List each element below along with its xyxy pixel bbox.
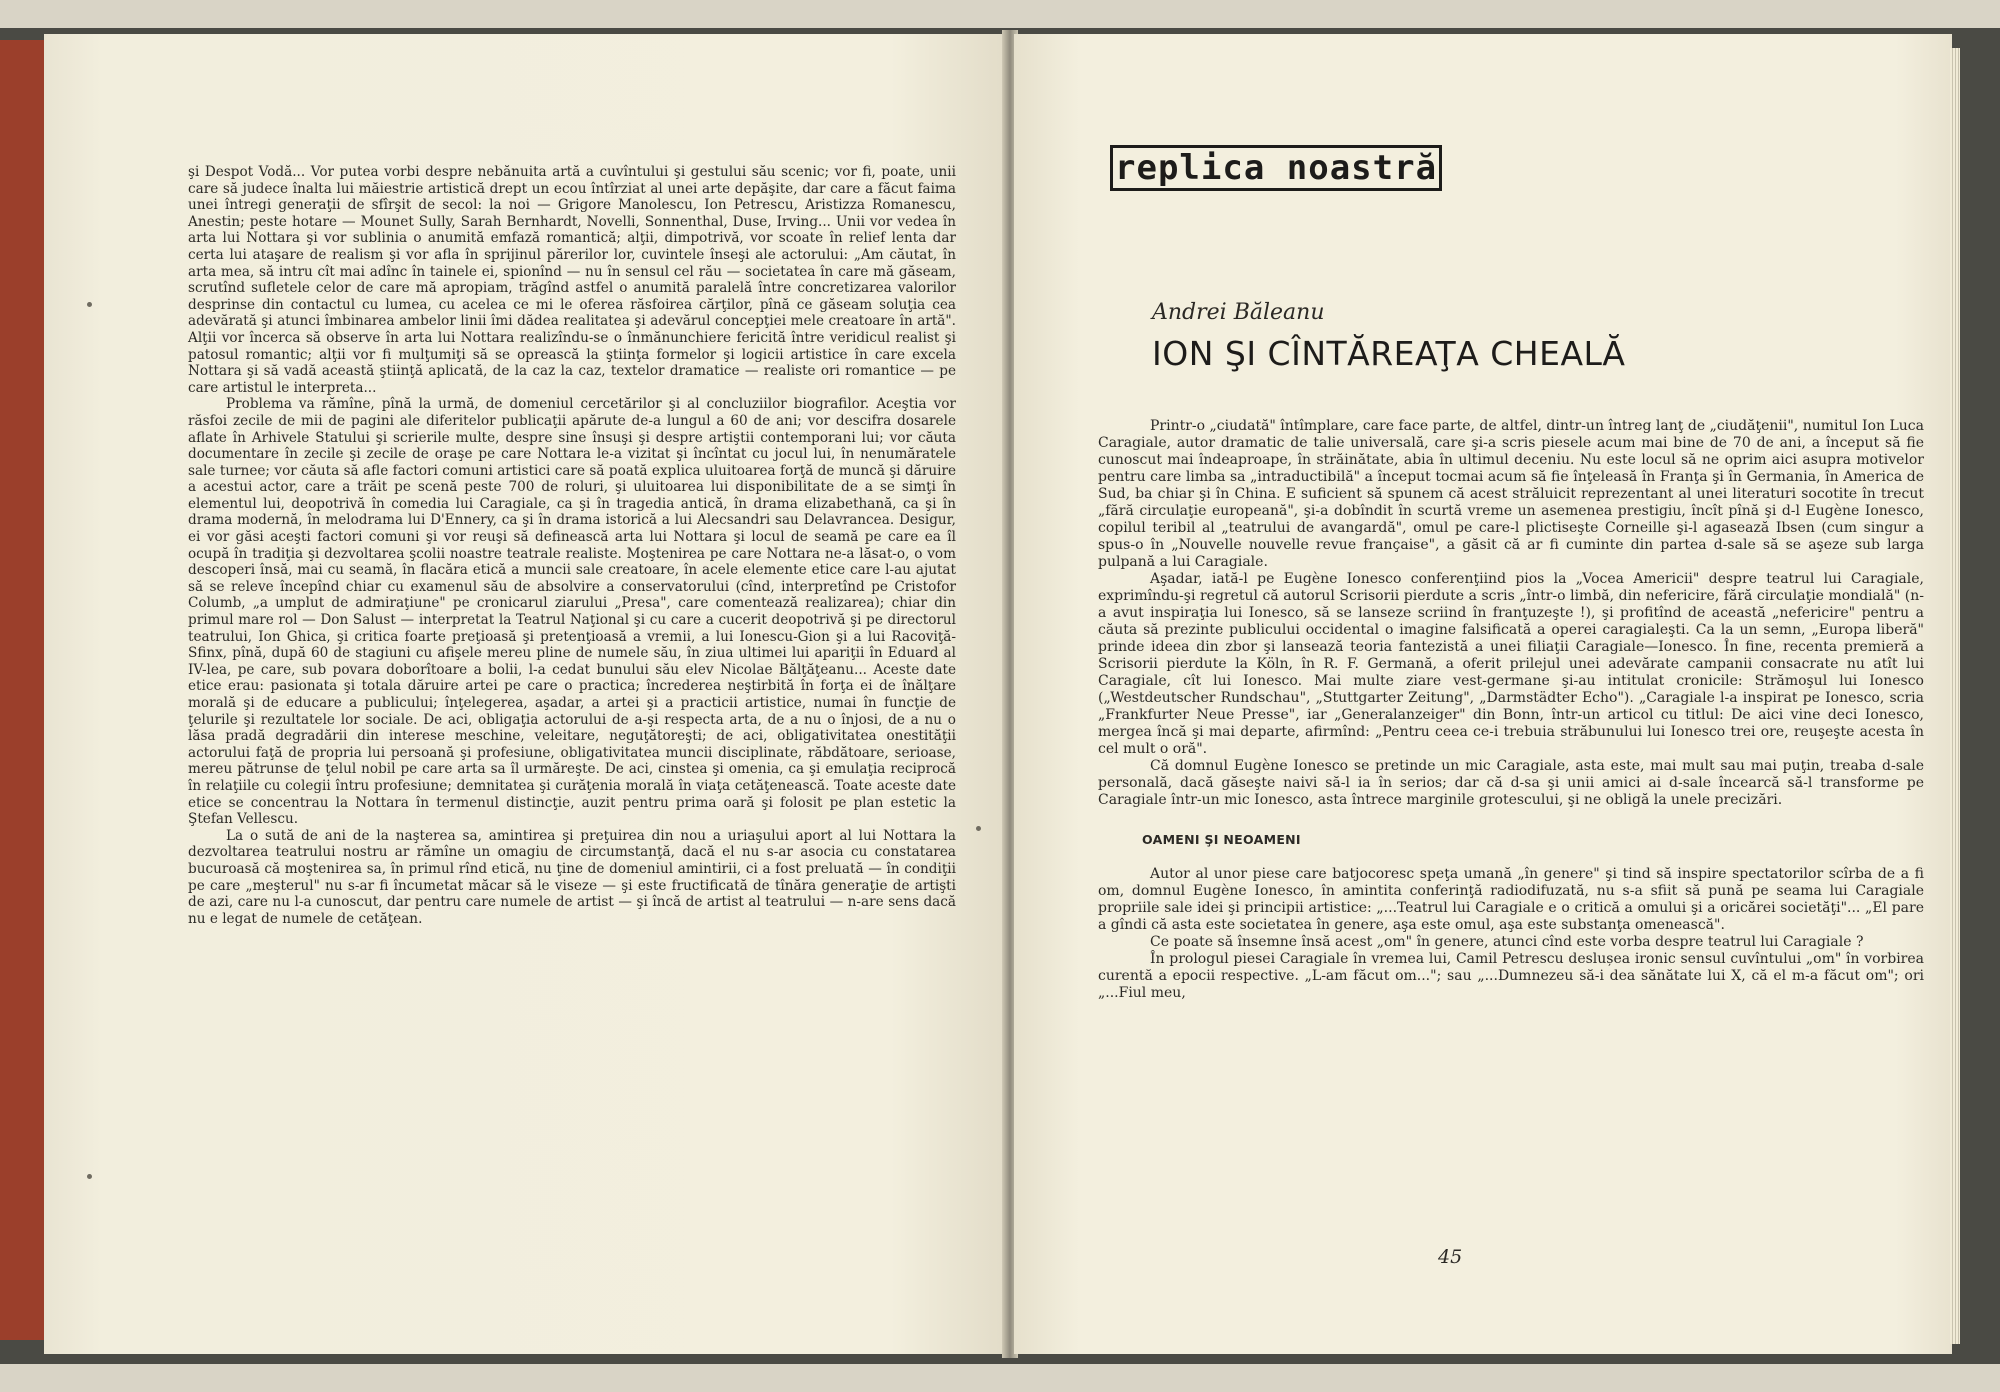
left-paragraph-3: La o sută de ani de la naşterea sa, amintirea şi preţuirea din nou a uriaşului aport al lui Nottara la dezvoltarea teatrului nostru ar rămîne un omagiu de circumstanţă, dacă el nu s-ar asocia cu constatarea bucuroasă că moştenirea sa, în primul rînd etică, nu ţine de domeniul amintirii, ci a fost preluată — în condiţii pe care „meşterul" nu s-ar fi încumetat măcar să le viseze — şi este fructificată de tînăra generaţie de artişti de azi, care nu l-a cunoscut, dar pentru care numele de artist — şi încă de artist al teatrului — n-are sens dacă nu e legat de numele de cetăţean. [188, 827, 956, 927]
section-heading: replica noastră [1110, 145, 1442, 191]
right-paragraph-6: În prologul piesei Caragiale în vremea lui, Camil Petrescu deslușea ironic sensul cuvîntului „om" în vorbirea curentă a epocii respective. „L-am făcut om..."; sau „...Dumnezeu să-i dea sănătate lui X, că el m-a făcut om"; ori „...Fiul meu, [1098, 951, 1924, 1001]
article-author: Andrei Băleanu [1152, 300, 1325, 325]
left-page-body [188, 164, 956, 927]
right-paragraph-3: Că domnul Eugène Ionesco se pretinde un mic Caragiale, asta este, mai mult sau mai puţin, treaba d-sale personală, dacă găseşte naivi să-l ia în serios; dar că d-sa şi unii amici ai d-sale încearcă să-l transforme pe Caragiale într-un mic Ionesco, asta întrece marginile grotescului, şi ne obligă la unele precizări. [1098, 758, 1924, 808]
right-paragraph-5: Ce poate să însemne însă acest „om" în genere, atunci cînd este vorba despre teatrul lui Caragiale ? [1150, 934, 1864, 950]
binding-hole-mark [87, 302, 92, 307]
section-subheading: OAMENI ŞI NEOAMENI [1142, 832, 1301, 847]
binding-hole-mark [87, 1174, 92, 1179]
right-paragraph-2: Aşadar, iată-l pe Eugène Ionesco conferenţiind pios la „Vocea Americii" despre teatrul lui Caragiale, exprimîndu-şi regretul că autorul Scrisorii pierdute a scris „într-o limbă, din nefericire, fără circulaţie mondială" (n-a avut inspiraţia lui Ionesco, să se lanseze scriind în franţuzeşte !), şi profitînd de această „nefericire" pentru a căuta să prezinte publicului occidental o imagine falsificată a operei caragialeşti. Ca la un semn, „Europa liberă" prinde ideea din zbor şi lansează teoria fantezistă a unei filiaţii Caragiale—Ionesco. În fine, recenta premieră a Scrisorii pierdute la Köln, în R. F. Germană, a oferit prilejul unei adevărate campanii consacrate nu atît lui Caragiale, cît lui Ionesco. Mai multe ziare vest-germane şi-au intitulat cronicile: Strămoşul lui Ionesco („Westdeutscher Rundschau", „Stuttgarter Zeitung", „Darmstädter Echo"). „Caragiale l-a inspirat pe Ionesco, scria „Frankfurter Neue Presse", iar „Generalanzeiger" din Bonn, într-un articol cu titlul: De aici vine deci Ionesco, mergea încă şi mai departe, afirmînd: „Pentru ceea ce-i trebuia străbunului lui Ionesco trei ore, reuşeşte acesta în cel mult o oră". [1098, 571, 1924, 757]
right-paragraph-4: Autor al unor piese care batjocoresc speţa umană „în genere" şi tind să inspire spectatorilor scîrba de a fi om, domnul Eugène Ionesco, în amintita conferinţă radiodifuzată, nu s-a sfiit să pună pe seama lui Caragiale propriile sale idei şi principii artistice: „...Teatrul lui Caragiale e o critică a omului şi a oricărei societăţi"... „El pare a gîndi că asta este societatea în genere, aşa este omul, aşa este substanţa omenească". [1098, 866, 1924, 933]
margin-dot-mark [976, 826, 981, 831]
page-number: 45 [1438, 1246, 1463, 1268]
section-heading-banner [1110, 144, 1542, 192]
right-paragraph-1: Printr-o „ciudată" întîmplare, care face parte, de altfel, dintr-un întreg lanţ de „ciudăţenii", numitul Ion Luca Caragiale, autor dramatic de talie universală, care şi-a scris piesele acum mai bine de 70 de ani, a început să fie cunoscut mai îndeaproape, în străinătate, abia în ultimul deceniu. Nu este locul să ne oprim aici asupra motivelor pentru care limba sa „intraductibilă" a început tocmai acum să fie înţeleasă în Franţa şi în Germania, în America de Sud, ba chiar şi în China. E suficient să spunem că acest străluicit reprezentant al unei literaturi socotite în trecut „fără circulaţie europeană", şi-a dobîndit în scurtă vreme un asemenea prestigiu, încît pînă şi d-l Eugène Ionesco, copilul teribil al „teatrului de avangardă", omul pe care-l plictiseşte Corneille şi-l agasează Ibsen (cum singur a spus-o în „Nouvelle nouvelle revue française", a găsit că ar fi cuminte din partea d-sale să se aşeze sub larga pulpană a lui Caragiale. [1098, 418, 1924, 570]
right-page [1014, 34, 1952, 1354]
left-page [44, 34, 1006, 1354]
right-page-body [1098, 418, 1924, 1002]
page-stack-edge [1950, 48, 1960, 1344]
left-paragraph-1: şi Despot Vodă... Vor putea vorbi despre nebănuita artă a cuvîntului şi gestului său scenic; vor fi, poate, unii care să judece înalta lui măiestrie artistică drept un ecou întîrziat al unei arte depăşite, dar care a făcut faima unei întregi generaţii de sfîrşit de secol: la noi — Grigore Manolescu, Ion Petrescu, Aristizza Romanescu, Anestin; peste hotare — Mounet Sully, Sarah Bernhardt, Novelli, Sonnenthal, Duse, Irving... Unii vor vedea în arta lui Nottara şi vor sublinia o anumită emfază romantică; alţii, dimpotrivă, vor scoate în relief lenta dar certa lui ataşare de realism şi vor afla în sprijinul părerilor lor, cuvintele înseşi ale actorului: „Am căutat, în arta mea, să intru cît mai adînc în tainele ei, spionînd — nu în sensul cel rău — societatea în care mă găseam, scrutînd sufletele celor de care mă apropiam, trăgînd astfel o anumită paralelă între concretizarea valorilor desprinse din contactul cu lumea, cu acelea ce mi le oferea răsfoirea cărţilor, pînă ce găseam soluţia cea adevărată şi atunci îmbinarea ambelor linii îmi dădea realitatea şi adevărul concepţiei mele creatoare în artă". Alţii vor încerca să observe în arta lui Nottara realizîndu-se o înmănunchiere fericită între veridicul realist şi patosul romantic; alţii vor fi mulţumiţi să se oprească la ştiinţa formelor şi logicii artistice în care excela Nottara şi să vadă această ştiinţă aplicată, de la caz la caz, textelor dramatice — realiste ori romantice — pe care artistul le interpreta... [188, 164, 956, 396]
left-paragraph-2: Problema va rămîne, pînă la urmă, de domeniul cercetărilor şi al concluziilor biografilor. Aceştia vor răsfoi zecile de mii de pagini ale diferitelor publicaţii apărute de-a lungul a 60 de ani; vor descifra dosarele aflate în Arhivele Statului şi scrierile multe, despre sine însuşi şi despre artiştii contemporani lui; vor căuta documentare în zecile şi zecile de oraşe pe care Nottara le-a vizitat şi încîntat cu jocul lui, în nenumăratele sale turnee; vor căuta să afle factori comuni artistici care să poată explica uluitoarea forţă de muncă şi dăruire a acestui actor, care a trăit pe scenă peste 700 de roluri, şi uluitoarea lui disponibilitate de a se simţi în elementul lui, deopotrivă în comedia lui Caragiale, ca şi în tragedia antică, în drama elizabethană, ca şi în drama modernă, în melodrama lui D'Ennery, ca şi în drama istorică a lui Alecsandri sau Delavrancea. Desigur, ei vor găsi aceşti factori comuni şi vor reuşi să definească arta lui Nottara şi locul de seamă pe care ea îl ocupă în tradiţia şi dezvoltarea şcolii noastre teatrale realiste. Moştenirea pe care Nottara ne-a lăsat-o, o vom descoperi însă, mai cu seamă, în flacăra etică a muncii sale creatoare, în acele elemente etice care l-au ajutat să se releve începînd chiar cu examenul său de absolvire a conservatorului (cînd, interpretînd pe Cristofor Columb, „a umplut de admiraţiune" pe cronicarul ziarului „Presa", care comentează realizarea); chiar din primul mare rol — Don Salust — interpretat la Teatrul Naţional şi cu care a cucerit deopotrivă şi pe directorul teatrului, Ion Ghica, şi critica foarte preţioasă şi pretenţioasă a vremii, a lui Ionescu-Gion şi a lui Racoviţă-Sfinx, pînă, după 60 de stagiuni cu afişele mereu pline de numele său, în ziua ultimei lui apariţii în Eduard al IV-lea, pe care, sub povara doborîtoare a bolii, l-a cedat bunului său elev Nicolae Bălţăţeanu... Aceste date etice erau: pasionata şi totala dăruire artei pe care o practica; încrederea neştirbită în forţa ei de înălţare morală şi de educare a publicului; înţelegerea, aşadar, a artei şi a practicii artistice, numai în funcţie de ţelurile şi rezultatele lor sociale. De aci, obligaţia actorului de a-şi respecta arta, de a nu o înjosi, de a nu o lăsa pradă degradării din interese meschine, veleitare, neguţătoreşti; de aci, obligativitatea onestităţii actorului faţă de propria lui persoană şi profesiune, obligativitatea muncii disciplinate, răbdătoare, serioase, mereu pătrunse de ţelul nobil pe care arta sa îl urmăreşte. De aci, cinstea şi omenia, ca şi emulaţia reciprocă în relaţiile cu colegii întru profesiune; demnitatea şi curăţenia morală în viaţa cetăţenească. Toate aceste date etice se concentrau la Nottara în termenul distincţie, auzit pentru prima oară şi folosit pe plan estetic la Ştefan Vellescu. [188, 396, 956, 828]
article-title: ION ŞI CÎNTĂREAŢA CHEALĂ [1152, 334, 1626, 373]
